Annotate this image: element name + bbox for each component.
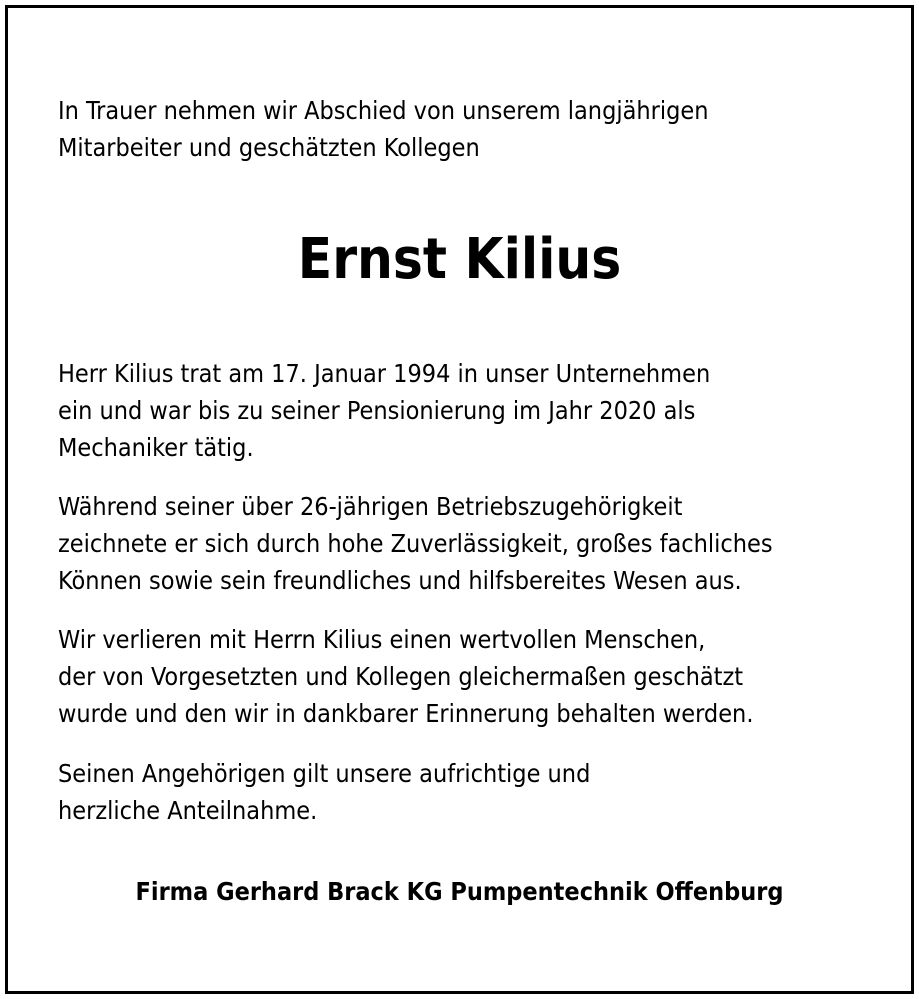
paragraph-line: ein und war bis zu seiner Pensionierung im Jahr 2020 als [58, 396, 696, 425]
intro-line: Mitarbeiter und geschätzten Kollegen [58, 133, 480, 162]
paragraph-line: Können sowie sein freundliches und hilfsbereites Wesen aus. [58, 566, 742, 595]
paragraph-line: Mechaniker tätig. [58, 433, 254, 462]
paragraph-line: Während seiner über 26-jährigen Betriebszugehörigkeit [58, 492, 683, 521]
intro-text [58, 92, 709, 166]
paragraph-line: Wir verlieren mit Herrn Kilius einen wertvollen Menschen, [58, 625, 706, 654]
paragraph-line: zeichnete er sich durch hohe Zuverlässigkeit, großes fachliches [58, 529, 773, 558]
paragraph-line: herzliche Anteilnahme. [58, 796, 318, 825]
paragraph-line: wurde und den wir in dankbarer Erinnerung behalten werden. [58, 699, 754, 728]
paragraph-condolences [58, 755, 590, 829]
paragraph-line: der von Vorgesetzten und Kollegen gleichermaßen geschätzt [58, 662, 744, 691]
paragraph-tribute [58, 488, 773, 599]
paragraph-line: Herr Kilius trat am 17. Januar 1994 in unser Unternehmen [58, 359, 711, 388]
paragraph-employment [58, 355, 710, 466]
paragraph-loss [58, 621, 753, 732]
company-signature: Firma Gerhard Brack KG Pumpentechnik Offenburg [135, 877, 784, 906]
deceased-name: Ernst Kilius [297, 227, 622, 292]
paragraph-line: Seinen Angehörigen gilt unsere aufrichtige und [58, 759, 591, 788]
intro-line: In Trauer nehmen wir Abschied von unserem langjährigen [58, 96, 709, 125]
